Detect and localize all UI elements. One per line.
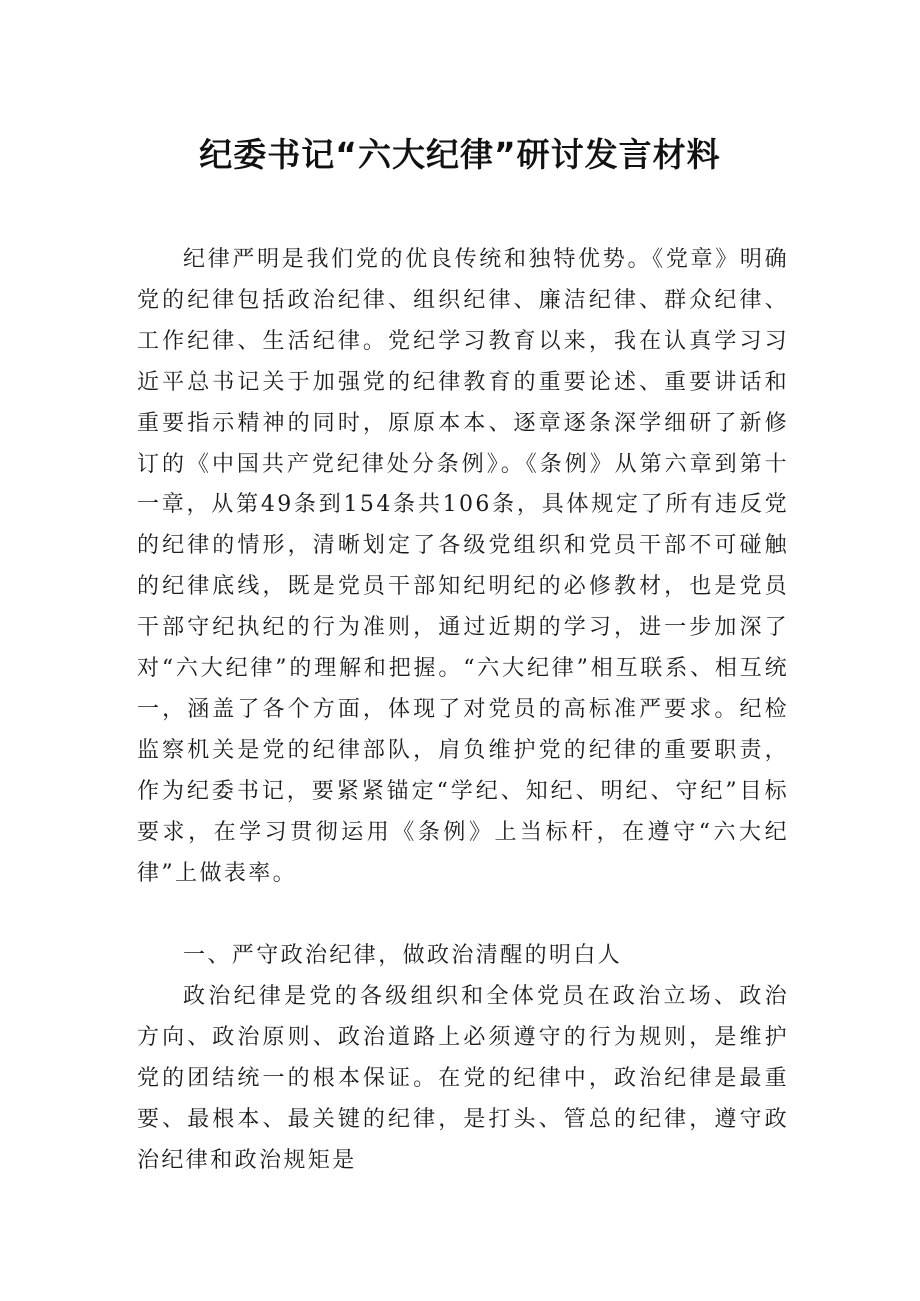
paragraph-political-discipline: 政治纪律是党的各级组织和全体党员在政治立场、政治方向、政治原则、政治道路上必须遵守的行为规则，是维护党的团结统一的根本保证。在党的纪律中，政治纪律是最重要、最根本、最关键的纪律，是打头、管总的纪律，遵守政治纪律和政治规矩是 <box>137 984 789 1173</box>
section-heading-political-discipline: 一、严守政治纪律，做政治清醒的明白人 <box>183 943 623 968</box>
paragraph-intro: 纪律严明是我们党的优良传统和独特优势。《党章》明确党的纪律包括政治纪律、组织纪律、廉洁纪律、群众纪律、工作纪律、生活纪律。党纪学习教育以来，我在认真学习习近平总书记关于加强党的纪律教育的重要论述、重要讲话和重要指示精神的同时，原原本本、逐章逐条深学细研了新修订的《中国共产党纪律处分条例》。《条例》从第六章到第十一章，从第49条到154条共106条，具体规定了所有违反党的纪律的情形，清晰划定了各级党组织和党员干部不可碰触的纪律底线，既是党员干部知纪明纪的必修教材，也是党员干部守纪执纪的行为准则，通过近期的学习，进一步加深了对“六大纪律”的理解和把握。“六大纪律”相互联系、相互统一，涵盖了各个方面，体现了对党员的高标准严要求。纪检监察机关是党的纪律部队，肩负维护党的纪律的重要职责，作为纪委书记，要紧紧锚定“学纪、知纪、明纪、守纪”目标要求，在学习贯彻运用《条例》上当标杆，在遵守“六大纪律”上做表率。 <box>137 247 789 886</box>
document-title: 纪委书记“六大纪律”研讨发言材料 <box>199 135 721 174</box>
